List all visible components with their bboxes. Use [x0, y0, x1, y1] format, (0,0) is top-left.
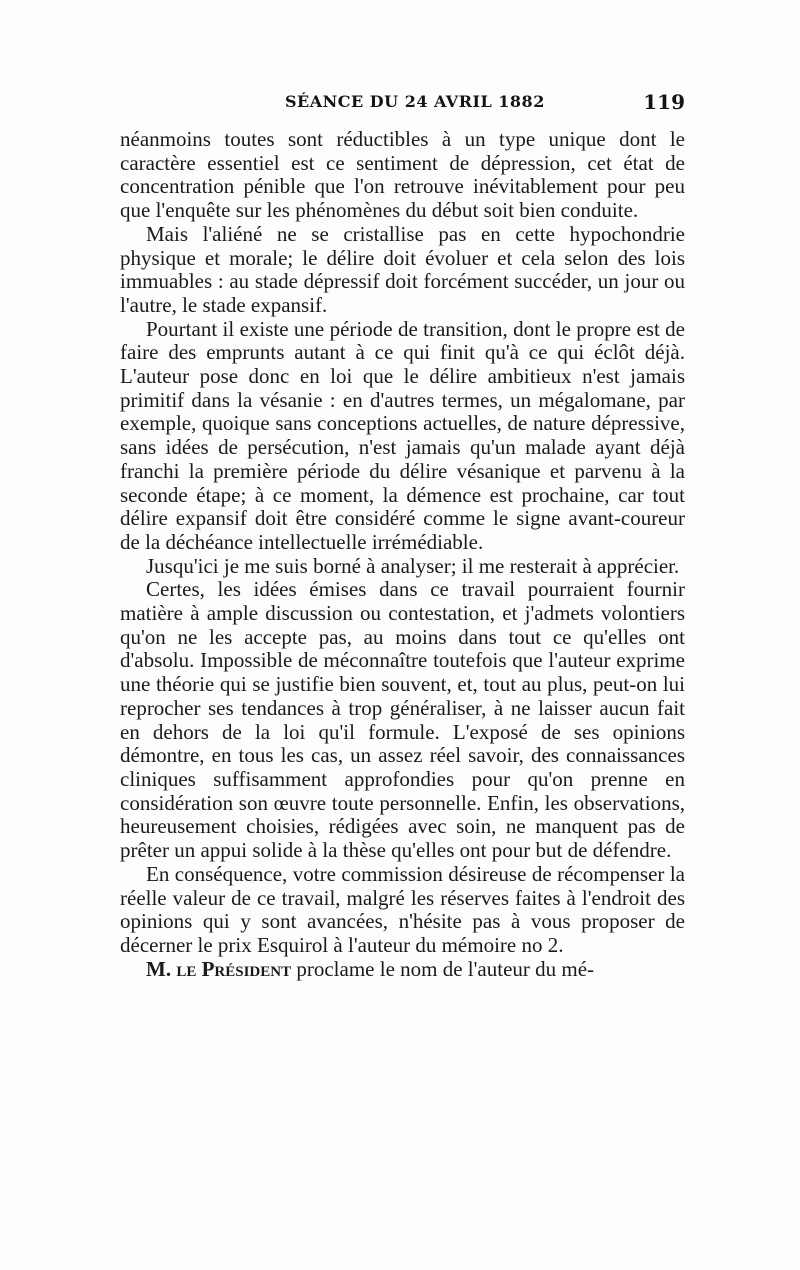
- paragraph-continuation: néanmoins toutes sont réductibles à un type unique dont le caractère essentiel est ce sentiment de dépression, cet état de concentration pénible que l'on retrouve inévitablement pour peu que l'enquête sur les phénomènes du début soit bien conduite.: [120, 127, 685, 223]
- paragraph: Pourtant il existe une période de transition, dont le propre est de faire des emprunts autant à ce qui finit qu'à ce qui éclôt déjà. L'auteur pose donc en loi que le délire ambitieux n'est jamais primitif dans la vésanie : en d'autres termes, un mégalomane, par exemple, quoique sans conceptions actuelles, de nature dépressive, sans idées de persécution, n'est jamais qu'un malade ayant déjà franchi la première période du délire vésanique et parvenu à la seconde étape; à ce moment, la démence est prochaine, car tout délire expansif doit être considéré comme le signe avant-coureur de la déchéance intellectuelle irrémédiable.: [120, 316, 685, 554]
- final-paragraph: [120, 958, 685, 982]
- speaker-name: M. le Président: [146, 956, 292, 981]
- paragraph: Jusqu'ici je me suis borné à analyser; il me resterait à apprécier.: [146, 553, 680, 578]
- running-header: [120, 92, 685, 122]
- paragraph: Mais l'aliéné ne se cristallise pas en cette hypochondrie physique et morale; le délire doit évoluer et cela selon des lois immuables : au stade dépressif doit forcément succéder, un jour ou l'autre, le stade expansif.: [120, 221, 685, 317]
- page-number: 119: [643, 90, 685, 114]
- paragraph: En conséquence, votre commission désireuse de récompenser la réelle valeur de ce travail, malgré les réserves faites à l'endroit des opinions qui y sont avancées, n'hésite pas à vous proposer de décerner le prix Esquirol à l'auteur du mémoire no 2.: [120, 861, 685, 957]
- body-text: [120, 128, 685, 981]
- paragraph: Certes, les idées émises dans ce travail pourraient fournir matière à ample discussion ou contestation, et j'admets volontiers qu'on ne les accepte pas, au moins dans tout ce qu'elles ont d'absolu. Impossible de méconnaître toutefois que l'auteur exprime une théorie qui se justifie bien souvent, et, tout au plus, peut-on lui reprocher ses tendances à trop généraliser, à ne laisser aucun fait en dehors de la loi qu'il formule. L'exposé de ses opinions démontre, en tous les cas, un assez réel savoir, des connaissances cliniques suffisamment approfondies pour qu'on prenne en considération son œuvre toute personnelle. Enfin, les observations, heureusement choisies, rédigées avec soin, ne manquent pas de prêter un appui solide à la thèse qu'elles ont pour but de défendre.: [120, 577, 685, 863]
- running-title: SÉANCE DU 24 AVRIL 1882: [285, 92, 545, 111]
- final-line-text: proclame le nom de l'auteur du mé-: [296, 956, 595, 981]
